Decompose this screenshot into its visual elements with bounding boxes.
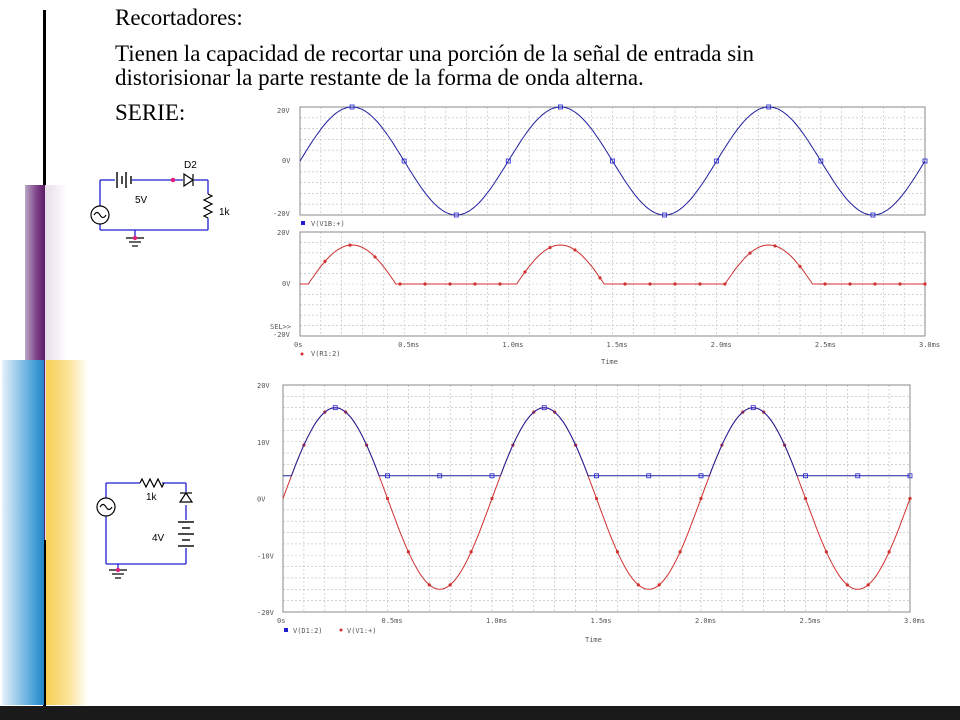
resistor-icon bbox=[204, 194, 212, 218]
slide-body: Tienen la capacidad de recortar una porción de la señal de entrada sin distorisionar la parte restante de la forma de onda alterna. bbox=[115, 41, 755, 90]
x-tick-label: 0.5ms bbox=[381, 617, 403, 625]
data-point bbox=[748, 251, 751, 254]
x-tick-label: 1.5ms bbox=[606, 341, 628, 349]
data-point bbox=[898, 282, 901, 285]
y-tick-label: 0V bbox=[282, 280, 291, 288]
x-tick-label: 2.5ms bbox=[799, 617, 821, 625]
x-tick-label: 0s bbox=[294, 341, 303, 349]
bottom-black-bar bbox=[0, 706, 960, 720]
yellow-bar bbox=[46, 360, 88, 705]
y-tick-label: -20V bbox=[257, 609, 274, 617]
sel-label: SEL>> bbox=[270, 323, 292, 331]
data-point bbox=[698, 282, 701, 285]
blue-bar bbox=[2, 360, 44, 705]
y-tick-label: -20V bbox=[273, 331, 290, 339]
section-label: SERIE: bbox=[115, 100, 186, 125]
y-tick-label: 0V bbox=[257, 495, 266, 504]
legend-v1b: V(V1B:+) bbox=[311, 220, 345, 228]
data-point bbox=[323, 260, 326, 263]
data-point bbox=[798, 265, 801, 268]
data-point bbox=[470, 550, 473, 553]
data-point bbox=[923, 282, 926, 285]
data-point bbox=[498, 282, 501, 285]
data-point bbox=[673, 282, 676, 285]
y-tick-label: -20V bbox=[273, 210, 290, 218]
data-point bbox=[867, 583, 870, 586]
node-dot bbox=[171, 178, 176, 183]
x-tick-label: 2.5ms bbox=[814, 341, 836, 349]
plot-1 bbox=[255, 104, 941, 366]
data-point bbox=[595, 497, 598, 500]
data-point bbox=[448, 282, 451, 285]
diode-icon bbox=[184, 174, 193, 186]
data-point bbox=[598, 276, 601, 279]
slide-title: Recortadores: bbox=[115, 5, 243, 30]
x-tick-label: 1.0ms bbox=[486, 617, 508, 625]
data-point bbox=[616, 550, 619, 553]
data-point bbox=[623, 282, 626, 285]
data-point bbox=[658, 583, 661, 586]
x-tick-labels bbox=[294, 341, 940, 349]
x-tick-label: 3.0ms bbox=[904, 617, 926, 625]
x-tick-label: 3.0ms bbox=[919, 341, 941, 349]
series-clipper-circuit-2 bbox=[88, 470, 218, 585]
data-point bbox=[679, 550, 682, 553]
data-point bbox=[407, 550, 410, 553]
x-tick-labels bbox=[277, 617, 925, 625]
x-axis-label: Time bbox=[601, 358, 618, 366]
y-tick-label: 20V bbox=[257, 382, 270, 390]
data-point bbox=[825, 550, 828, 553]
legend-v1: V(V1:+) bbox=[347, 627, 377, 635]
data-point bbox=[888, 550, 891, 553]
ac-source-icon bbox=[97, 498, 115, 516]
x-tick-label: 1.0ms bbox=[502, 341, 524, 349]
data-point bbox=[723, 282, 726, 285]
data-point bbox=[423, 282, 426, 285]
data-point bbox=[573, 248, 576, 251]
data-point bbox=[449, 583, 452, 586]
x-axis-label: Time bbox=[585, 636, 602, 644]
x-tick-label: 2.0ms bbox=[710, 341, 732, 349]
data-point bbox=[648, 282, 651, 285]
data-point bbox=[398, 282, 401, 285]
x-tick-label: 2.0ms bbox=[695, 617, 717, 625]
series-markers-r1 bbox=[323, 244, 926, 286]
resistor-label: 1k bbox=[219, 207, 230, 218]
x-tick-label: 0.5ms bbox=[398, 341, 420, 349]
data-point bbox=[386, 497, 389, 500]
data-point bbox=[804, 497, 807, 500]
data-point bbox=[846, 583, 849, 586]
data-point bbox=[523, 270, 526, 273]
d2-label: D2 bbox=[184, 160, 197, 171]
ac-source-icon bbox=[91, 206, 109, 224]
y-tick-labels bbox=[257, 382, 275, 617]
data-point bbox=[473, 282, 476, 285]
battery-icon bbox=[117, 172, 131, 188]
data-point bbox=[428, 583, 431, 586]
y-tick-label: 20V bbox=[277, 229, 290, 237]
data-point bbox=[873, 282, 876, 285]
data-point bbox=[908, 497, 911, 500]
data-point bbox=[637, 583, 640, 586]
y-tick-label: -10V bbox=[257, 552, 274, 561]
legend-d1: V(D1:2) bbox=[293, 627, 323, 635]
data-point bbox=[548, 246, 551, 249]
data-point bbox=[773, 244, 776, 247]
data-point bbox=[848, 282, 851, 285]
resistor-label: 1k bbox=[146, 492, 157, 503]
x-tick-label: 0s bbox=[277, 617, 286, 625]
data-point bbox=[373, 255, 376, 258]
diode-icon bbox=[180, 493, 192, 502]
data-point bbox=[490, 497, 493, 500]
series-clipper-circuit-1 bbox=[88, 158, 248, 258]
data-point bbox=[348, 244, 351, 247]
battery-icon bbox=[178, 522, 194, 546]
plot-2 bbox=[255, 380, 930, 645]
data-point bbox=[699, 497, 702, 500]
legend-r1: V(R1:2) bbox=[311, 350, 341, 358]
resistor-icon bbox=[140, 479, 164, 487]
x-tick-label: 1.5ms bbox=[590, 617, 612, 625]
y-tick-label: 0V bbox=[282, 157, 291, 165]
battery-label: 4V bbox=[152, 533, 165, 544]
battery-label: 5V bbox=[135, 195, 148, 206]
y-tick-label: 10V bbox=[257, 438, 270, 447]
y-tick-label: 20V bbox=[277, 107, 290, 115]
data-point bbox=[823, 282, 826, 285]
